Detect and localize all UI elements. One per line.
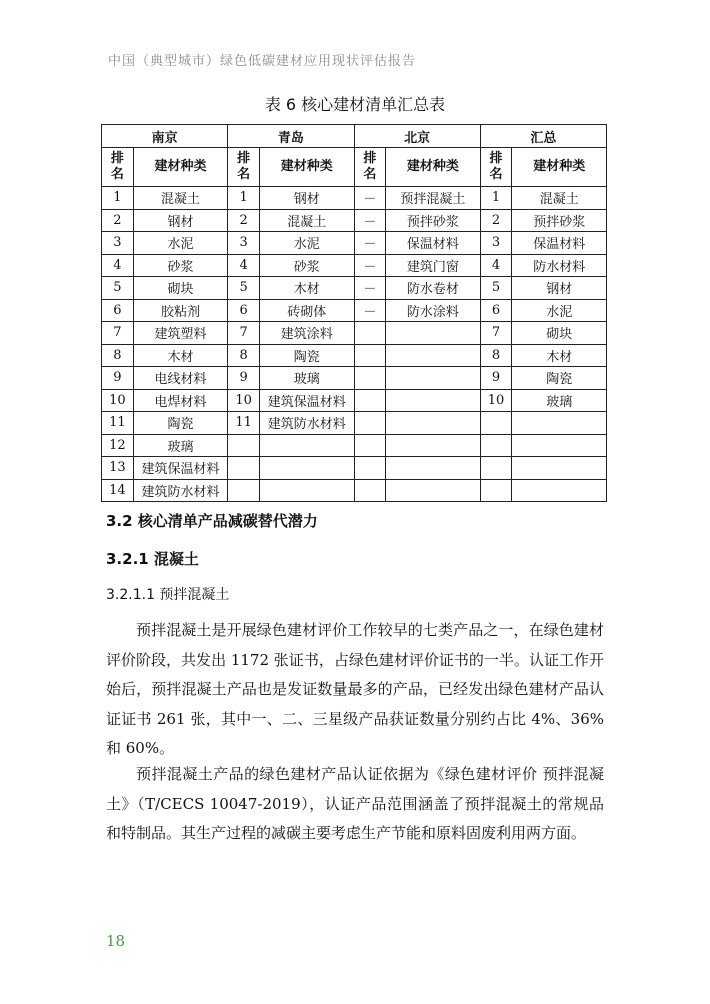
rank-cell: 10 [228, 389, 260, 412]
table-column-header-row [102, 148, 607, 187]
city-header-beijing: 北京 [354, 125, 480, 148]
table-row [102, 322, 607, 345]
rank-cell: 3 [102, 232, 134, 255]
material-cell [512, 479, 607, 502]
rank-cell: 5 [228, 277, 260, 300]
rank-cell: 7 [228, 322, 260, 345]
rank-cell: 10 [480, 389, 512, 412]
rank-cell: 6 [228, 299, 260, 322]
table-body [102, 187, 607, 502]
material-cell [512, 457, 607, 480]
material-cell [386, 344, 481, 367]
rank-cell [354, 479, 386, 502]
rank-header: 排 名 [102, 148, 134, 187]
subsubsection-heading: 3.2.1.1 预拌混凝土 [106, 587, 230, 603]
rank-cell [480, 479, 512, 502]
rank-cell [354, 344, 386, 367]
rank-cell: 8 [102, 344, 134, 367]
material-cell: 玻璃 [259, 367, 354, 390]
rank-cell: 12 [102, 434, 134, 457]
table-row [102, 457, 607, 480]
material-cell: 水泥 [512, 299, 607, 322]
rank-cell: － [354, 254, 386, 277]
material-cell: 防水涂料 [386, 299, 481, 322]
material-cell: 水泥 [133, 232, 228, 255]
city-header-nanjing: 南京 [102, 125, 228, 148]
material-cell: 建筑保温材料 [133, 457, 228, 480]
rank-cell: 1 [228, 187, 260, 210]
rank-cell: 6 [102, 299, 134, 322]
material-cell: 陶瓷 [512, 367, 607, 390]
material-cell: 砂浆 [259, 254, 354, 277]
material-cell [386, 412, 481, 435]
material-cell: 玻璃 [512, 389, 607, 412]
rank-cell: 4 [102, 254, 134, 277]
page-number: 18 [106, 932, 126, 950]
material-cell: 防水卷材 [386, 277, 481, 300]
material-cell: 胶粘剂 [133, 299, 228, 322]
rank-cell [228, 457, 260, 480]
rank-header: 排 名 [354, 148, 386, 187]
material-cell [386, 322, 481, 345]
material-cell: 木材 [512, 344, 607, 367]
table-row [102, 187, 607, 210]
running-header: 中国（典型城市）绿色低碳建材应用现状评估报告 [108, 54, 417, 69]
rank-cell [228, 434, 260, 457]
rank-cell [228, 479, 260, 502]
rank-cell [354, 322, 386, 345]
material-header: 建材种类 [259, 148, 354, 187]
rank-cell: 5 [102, 277, 134, 300]
table-row [102, 389, 607, 412]
rank-cell: 1 [480, 187, 512, 210]
material-cell: 陶瓷 [133, 412, 228, 435]
table-row [102, 254, 607, 277]
subsection-heading: 3.2.1 混凝土 [106, 550, 199, 568]
table-row [102, 412, 607, 435]
rank-cell: 14 [102, 479, 134, 502]
rank-cell [354, 367, 386, 390]
material-cell: 保温材料 [386, 232, 481, 255]
rank-cell: 9 [102, 367, 134, 390]
rank-cell: 9 [480, 367, 512, 390]
table-row [102, 232, 607, 255]
material-cell: 混凝土 [259, 209, 354, 232]
material-cell [386, 457, 481, 480]
material-cell [259, 457, 354, 480]
material-cell: 建筑塑料 [133, 322, 228, 345]
rank-cell: 3 [480, 232, 512, 255]
rank-cell: 2 [102, 209, 134, 232]
material-cell: 混凝土 [133, 187, 228, 210]
material-header: 建材种类 [133, 148, 228, 187]
rank-cell: 11 [102, 412, 134, 435]
rank-cell [354, 412, 386, 435]
rank-cell: 4 [480, 254, 512, 277]
material-cell: 防水材料 [512, 254, 607, 277]
material-cell: 预拌砂浆 [512, 209, 607, 232]
material-header: 建材种类 [512, 148, 607, 187]
material-cell: 砂浆 [133, 254, 228, 277]
material-cell [386, 389, 481, 412]
rank-cell: － [354, 277, 386, 300]
table-row [102, 479, 607, 502]
rank-cell: 3 [228, 232, 260, 255]
material-cell: 砌块 [512, 322, 607, 345]
rank-cell: － [354, 232, 386, 255]
rank-cell: 8 [228, 344, 260, 367]
table-row [102, 277, 607, 300]
rank-cell: 2 [480, 209, 512, 232]
rank-cell [480, 412, 512, 435]
material-cell: 电线材料 [133, 367, 228, 390]
material-cell [259, 479, 354, 502]
material-cell: 建筑保温材料 [259, 389, 354, 412]
material-cell: 预拌混凝土 [386, 187, 481, 210]
material-cell: 建筑涂料 [259, 322, 354, 345]
material-cell: 木材 [259, 277, 354, 300]
rank-header: 排 名 [228, 148, 260, 187]
rank-cell [354, 434, 386, 457]
material-cell: 木材 [133, 344, 228, 367]
rank-cell: 9 [228, 367, 260, 390]
material-cell: 预拌砂浆 [386, 209, 481, 232]
table-row [102, 367, 607, 390]
rank-cell [354, 457, 386, 480]
material-cell: 钢材 [259, 187, 354, 210]
material-cell: 钢材 [133, 209, 228, 232]
city-header-summary: 汇总 [480, 125, 606, 148]
table-row [102, 299, 607, 322]
material-cell: 玻璃 [133, 434, 228, 457]
rank-cell: 7 [480, 322, 512, 345]
material-cell [512, 412, 607, 435]
material-cell: 建筑门窗 [386, 254, 481, 277]
material-cell: 砌块 [133, 277, 228, 300]
table-city-header-row [102, 125, 607, 148]
rank-cell: 6 [480, 299, 512, 322]
table-row [102, 344, 607, 367]
rank-cell [480, 457, 512, 480]
rank-cell: 5 [480, 277, 512, 300]
material-cell: 电焊材料 [133, 389, 228, 412]
rank-cell [354, 389, 386, 412]
table-caption: 表 6 核心建材清单汇总表 [264, 95, 446, 114]
material-cell: 砖砌体 [259, 299, 354, 322]
rank-cell: 8 [480, 344, 512, 367]
table-row [102, 209, 607, 232]
rank-header: 排 名 [480, 148, 512, 187]
body-paragraph: 预拌混凝土是开展绿色建材评价工作较早的七类产品之一，在绿色建材评价阶段，共发出 1172 张证书，占绿色建材评价证书的一半。认证工作开始后，预拌混凝土产品也是发证数量最多的产品，已经发出绿色建材产品认证证书 261 张，其中一、二、三星级产品获证数量分别约占比 4%、36%和 60%。 [106, 621, 604, 757]
material-cell: 陶瓷 [259, 344, 354, 367]
material-cell: 混凝土 [512, 187, 607, 210]
body-paragraph: 预拌混凝土产品的绿色建材产品认证依据为《绿色建材评价 预拌混凝土》（T/CECS 10047-2019），认证产品范围涵盖了预拌混凝土的常规品和特制品。其生产过程的减碳主要考虑生产节能和原料固废利用两方面。 [106, 765, 604, 842]
section-heading: 3.2 核心清单产品减碳替代潜力 [106, 512, 318, 530]
core-materials-table [101, 124, 607, 502]
rank-cell: 13 [102, 457, 134, 480]
material-cell: 建筑防水材料 [259, 412, 354, 435]
rank-cell [480, 434, 512, 457]
rank-cell: 2 [228, 209, 260, 232]
rank-cell: 10 [102, 389, 134, 412]
city-header-qingdao: 青岛 [228, 125, 354, 148]
rank-cell: － [354, 187, 386, 210]
material-cell [386, 479, 481, 502]
rank-cell: － [354, 299, 386, 322]
material-cell [512, 434, 607, 457]
material-cell [386, 434, 481, 457]
rank-cell: 1 [102, 187, 134, 210]
rank-cell: 11 [228, 412, 260, 435]
rank-cell: － [354, 209, 386, 232]
material-header: 建材种类 [386, 148, 481, 187]
material-cell [386, 367, 481, 390]
material-cell [259, 434, 354, 457]
material-cell: 水泥 [259, 232, 354, 255]
table-row [102, 434, 607, 457]
rank-cell: 7 [102, 322, 134, 345]
material-cell: 建筑防水材料 [133, 479, 228, 502]
material-cell: 钢材 [512, 277, 607, 300]
rank-cell: 4 [228, 254, 260, 277]
material-cell: 保温材料 [512, 232, 607, 255]
